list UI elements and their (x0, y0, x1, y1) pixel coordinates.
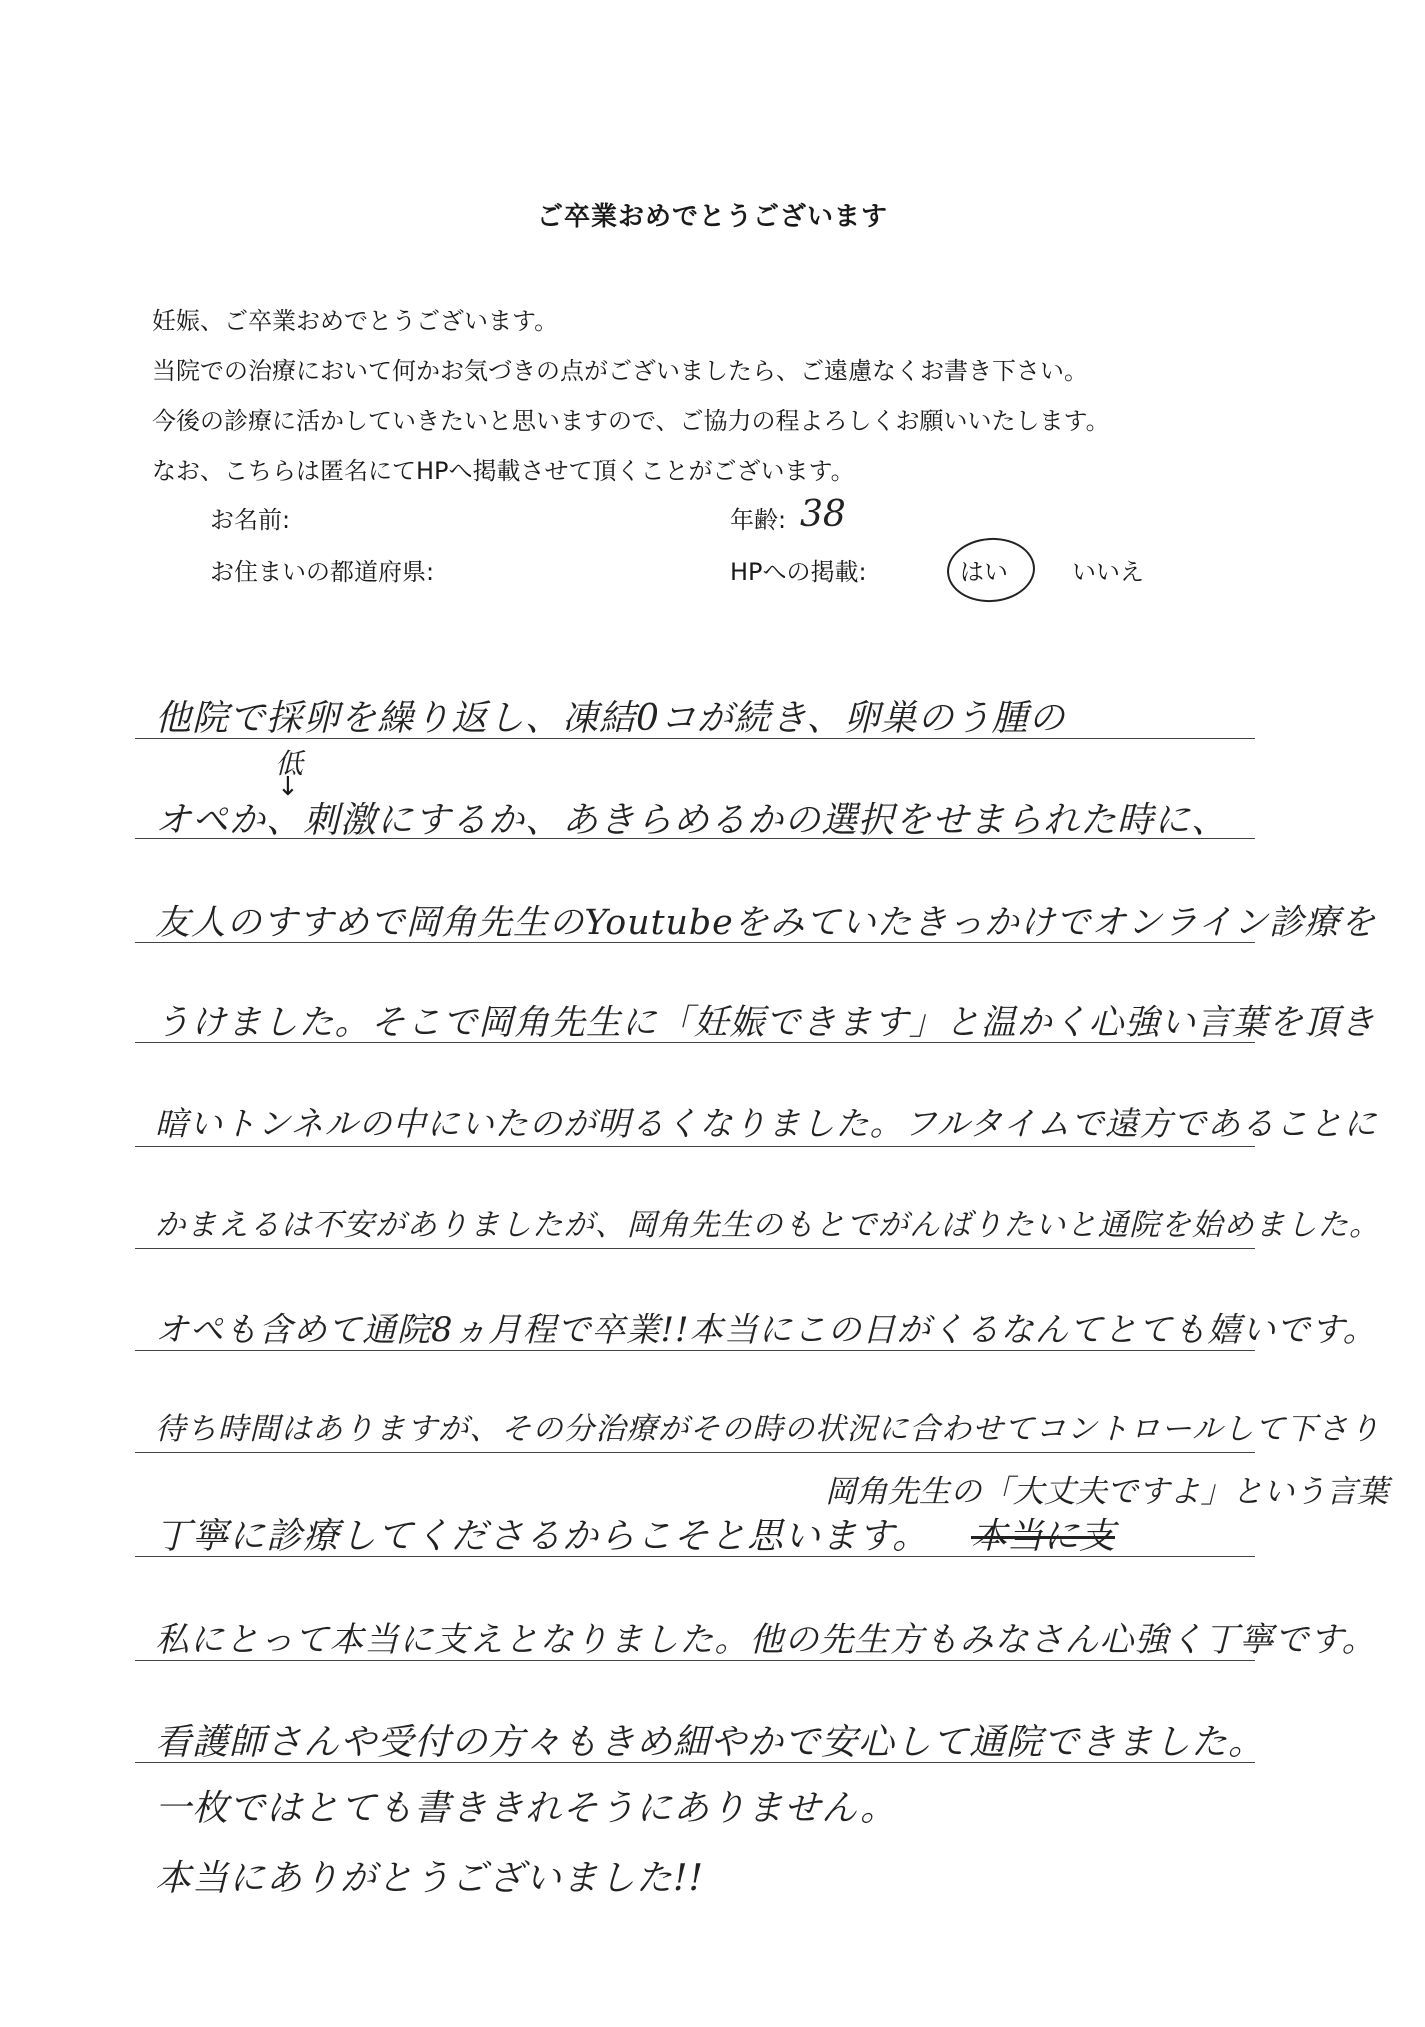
struck-text: 本当に支 (971, 1516, 1116, 1557)
caret-mark: ↓ (277, 772, 299, 802)
comment-line: 一枚ではとても書ききれそうにありません。 (155, 1788, 898, 1829)
ruled-line (135, 838, 1255, 839)
intro-line: 今後の診療に活かしていきたいと思いますので、ご協力の程よろしくお願いいたします。 (152, 407, 1110, 435)
comment-line: 待ち時間はありますが、その分治療がその時の状況に合わせてコントロールして下さり (155, 1412, 1381, 1447)
intro-line: 妊娠、ご卒業おめでとうございます。 (152, 307, 559, 335)
ruled-line (135, 1762, 1255, 1763)
ruled-line (135, 1452, 1255, 1453)
comment-line: 看護師さんや受付の方々もきめ細やかで安心して通院できました。 (155, 1722, 1266, 1763)
comment-line: うけました。そこで岡角先生に「妊娠できます」と温かく心強い言葉を頂き (155, 1003, 1376, 1043)
intro-line: なお、こちらは匿名にてHPへ掲載させて頂くことがございます。 (152, 457, 855, 485)
inserted-phrase: 岡角先生の「大丈夫ですよ」という言葉 (825, 1474, 1389, 1510)
inserted-character: 低 (275, 747, 304, 780)
age-value: 38 (800, 494, 846, 535)
age-label: 年齢: (730, 506, 787, 534)
ruled-line (135, 1248, 1255, 1249)
ruled-line (135, 942, 1255, 943)
ruled-line (135, 1042, 1255, 1043)
hp-option-no[interactable]: いいえ (1072, 558, 1144, 586)
ruled-line (135, 738, 1255, 739)
hp-label: HPへの掲載: (730, 558, 867, 586)
comment-line: かまえるは不安がありましたが、岡角先生のもとでがんばりたいと通院を始めました。 (155, 1208, 1381, 1243)
name-label: お名前: (210, 506, 291, 534)
comment-line: オペか、刺激にするか、あきらめるかの選択をせまられた時に、 (155, 800, 1229, 841)
intro-line: 当院での治療において何かお気づきの点がございましたら、ご遠慮なくお書き下さい。 (152, 357, 1088, 385)
ruled-line (135, 1350, 1255, 1351)
comment-line: 本当にありがとうございました!! (155, 1858, 704, 1899)
prefecture-label: お住まいの都道府県: (210, 558, 435, 586)
comment-line: 友人のすすめで岡角先生のYoutubeをみていたきっかけでオンライン診療を (155, 903, 1377, 943)
page-title: ご卒業おめでとうございます (536, 202, 888, 232)
selected-circle (945, 535, 1037, 605)
hp-option-yes[interactable]: はい (960, 558, 1008, 586)
comment-line: オペも含めて通院8ヵ月程で卒業!!本当にこの日がくるなんてとても嬉いです。 (155, 1310, 1378, 1349)
ruled-line (135, 1556, 1255, 1557)
ruled-line (135, 1146, 1255, 1147)
intro-text (152, 296, 1302, 496)
comment-line: 私にとって本当に支えとなりました。他の先生方もみなさん心強く丁寧です。 (155, 1620, 1377, 1660)
comment-line: 暗いトンネルの中にいたのが明るくなりました。フルタイムで遠方であることに (155, 1104, 1378, 1143)
ruled-line (135, 1660, 1255, 1661)
comment-line: 丁寧に診療してくださるからこそと思います。 (155, 1516, 930, 1557)
comment-line: 他院で採卵を繰り返し、凍結0コが続き、卵巣のう腫の (155, 698, 1066, 739)
